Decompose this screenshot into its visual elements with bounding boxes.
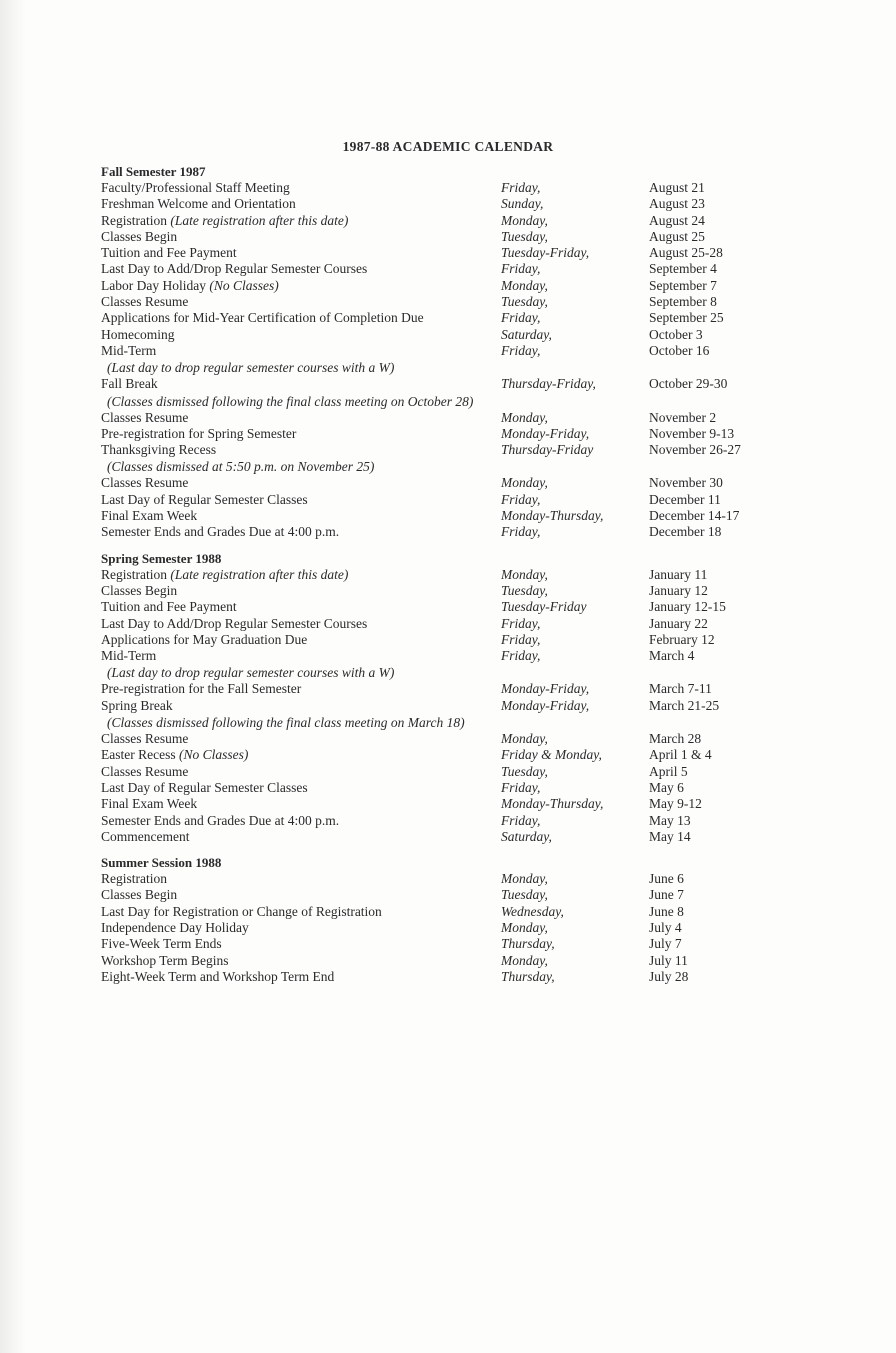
event-name: Classes Resume <box>101 294 189 310</box>
calendar-row <box>101 327 781 343</box>
calendar-row <box>101 583 781 599</box>
event-name: Classes Begin <box>101 228 178 244</box>
event-date: May 13 <box>649 812 691 828</box>
calendar-row <box>101 310 781 326</box>
calendar-row <box>101 681 781 697</box>
event-name: Last Day to Add/Drop Regular Semester Courses <box>101 615 368 631</box>
calendar-row <box>101 747 781 763</box>
event-name: Classes Resume <box>101 731 189 747</box>
event-day: Wednesday, <box>501 903 564 919</box>
event-day: Friday, <box>501 648 541 664</box>
event-name: Commencement <box>101 828 190 844</box>
event-day: Monday, <box>501 409 548 425</box>
event-day: Monday-Thursday, <box>501 796 604 812</box>
event-day: Friday, <box>501 180 541 195</box>
note-text: (Last day to drop regular semester courses with a W) <box>107 665 395 681</box>
event-date: August 21 <box>649 180 705 195</box>
event-date: January 12 <box>649 582 708 598</box>
academic-calendar <box>101 163 781 994</box>
calendar-row <box>101 492 781 508</box>
event-name: Fall Break <box>101 376 158 392</box>
calendar-row <box>101 524 781 540</box>
event-note: (Late registration after this date) <box>170 212 349 228</box>
calendar-row <box>101 904 781 920</box>
calendar-row <box>101 969 781 985</box>
calendar-row <box>101 229 781 245</box>
event-note: (No Classes) <box>178 747 249 763</box>
calendar-note-row <box>101 664 781 681</box>
event-day: Monday, <box>501 212 548 228</box>
event-day: Tuesday, <box>501 228 548 244</box>
event-name: Last Day to Add/Drop Regular Semester Courses <box>101 261 368 277</box>
event-name: Thanksgiving Recess <box>101 442 217 458</box>
event-day: Monday-Thursday, <box>501 508 604 524</box>
note-text: (Classes dismissed at 5:50 p.m. on November 25) <box>107 459 375 475</box>
event-name: Last Day for Registration or Change of Registration <box>101 903 382 919</box>
event-date: September 8 <box>649 294 717 310</box>
event-date: April 1 & 4 <box>649 747 712 763</box>
event-name: Easter Recess (No Classes) <box>101 747 249 763</box>
calendar-row <box>101 213 781 229</box>
calendar-row <box>101 920 781 936</box>
event-day: Monday, <box>501 919 548 935</box>
event-date: August 23 <box>649 196 705 212</box>
event-day: Friday, <box>501 812 541 828</box>
event-day: Saturday, <box>501 326 552 342</box>
event-name: Workshop Term Begins <box>101 952 229 968</box>
section-title: Fall Semester 1987 <box>101 164 206 179</box>
event-name: Registration (Late registration after this date) <box>101 212 349 228</box>
calendar-row <box>101 245 781 261</box>
event-day: Monday, <box>501 475 548 491</box>
calendar-row <box>101 278 781 294</box>
event-date: May 14 <box>649 828 691 844</box>
event-date: July 4 <box>649 919 682 935</box>
event-name: Semester Ends and Grades Due at 4:00 p.m. <box>101 812 340 828</box>
note-text: (Last day to drop regular semester courses with a W) <box>107 360 395 376</box>
event-day: Thursday-Friday <box>501 442 594 458</box>
event-date: December 18 <box>649 524 722 540</box>
event-date: June 8 <box>649 903 684 919</box>
calendar-row <box>101 376 781 392</box>
event-day: Sunday, <box>501 196 544 212</box>
event-name: Classes Resume <box>101 763 189 779</box>
event-day: Monday-Friday, <box>501 681 590 697</box>
event-note: (No Classes) <box>209 277 279 293</box>
calendar-row <box>101 698 781 714</box>
calendar-row <box>101 731 781 747</box>
calendar-row <box>101 632 781 648</box>
calendar-row <box>101 599 781 615</box>
calendar-row <box>101 780 781 796</box>
event-name: Applications for May Graduation Due <box>101 631 308 647</box>
fall-semester-section <box>101 163 781 541</box>
event-name: Labor Day Holiday (No Classes) <box>101 277 279 293</box>
event-date: August 25 <box>649 228 705 244</box>
event-day: Friday, <box>501 631 541 647</box>
calendar-row <box>101 196 781 212</box>
event-day: Tuesday, <box>501 887 548 903</box>
event-day: Thursday-Friday, <box>501 376 596 392</box>
event-name: Classes Begin <box>101 582 178 598</box>
calendar-note-row <box>101 359 781 376</box>
event-day: Tuesday-Friday <box>501 599 587 615</box>
event-date: August 25-28 <box>649 245 723 261</box>
event-date: October 29-30 <box>649 376 728 392</box>
event-name: Five-Week Term Ends <box>101 936 222 952</box>
calendar-row <box>101 261 781 277</box>
event-name: Freshman Welcome and Orientation <box>101 196 296 212</box>
calendar-row <box>101 475 781 491</box>
event-date: December 14-17 <box>649 508 740 524</box>
event-date: September 7 <box>649 277 717 293</box>
event-date: April 5 <box>649 763 688 779</box>
event-date: March 7-11 <box>649 681 712 697</box>
event-name: Mid-Term <box>101 342 157 358</box>
calendar-note-row <box>101 458 781 475</box>
event-date: July 28 <box>649 968 689 984</box>
event-name: Homecoming <box>101 326 175 342</box>
event-name: Pre-registration for the Fall Semester <box>101 681 302 697</box>
event-day: Monday-Friday, <box>501 425 590 441</box>
note-text: (Classes dismissed following the final class meeting on March 18) <box>107 715 465 731</box>
calendar-row <box>101 616 781 632</box>
calendar-row <box>101 936 781 952</box>
event-name: Registration <box>101 871 167 887</box>
calendar-row <box>101 180 781 196</box>
event-name: Pre-registration for Spring Semester <box>101 425 297 441</box>
event-name: Semester Ends and Grades Due at 4:00 p.m. <box>101 524 340 540</box>
event-date: August 24 <box>649 212 705 228</box>
spring-semester-section <box>101 550 781 845</box>
calendar-row <box>101 567 781 583</box>
event-day: Friday, <box>501 615 541 631</box>
event-day: Friday, <box>501 261 541 277</box>
calendar-row <box>101 508 781 524</box>
event-name: Spring Break <box>101 697 173 713</box>
event-day: Monday, <box>501 952 548 968</box>
summer-semester-section <box>101 854 781 985</box>
event-name: Classes Begin <box>101 887 178 903</box>
event-name: Last Day of Regular Semester Classes <box>101 491 308 507</box>
event-date: March 28 <box>649 731 702 747</box>
event-date: November 9-13 <box>649 425 735 441</box>
event-date: November 2 <box>649 409 717 425</box>
event-date: March 4 <box>649 648 695 664</box>
event-date: September 25 <box>649 310 724 326</box>
event-name: Registration (Late registration after this date) <box>101 566 349 582</box>
section-title: Summer Session 1988 <box>101 855 222 871</box>
event-date: November 30 <box>649 475 723 491</box>
event-name: Final Exam Week <box>101 796 198 812</box>
event-day: Friday & Monday, <box>501 747 602 763</box>
event-name: Eight-Week Term and Workshop Term End <box>101 968 335 984</box>
event-day: Monday, <box>501 731 548 747</box>
event-note: (Late registration after this date) <box>170 566 349 582</box>
event-day: Thursday, <box>501 936 555 952</box>
calendar-note-row <box>101 714 781 731</box>
calendar-row <box>101 829 781 845</box>
calendar-row <box>101 343 781 359</box>
calendar-row <box>101 764 781 780</box>
event-name: Final Exam Week <box>101 508 198 524</box>
calendar-row <box>101 887 781 903</box>
event-day: Friday, <box>501 524 541 540</box>
event-date: November 26-27 <box>649 442 741 458</box>
event-date: January 11 <box>649 566 708 582</box>
calendar-row <box>101 813 781 829</box>
event-date: January 22 <box>649 615 708 631</box>
event-date: May 9-12 <box>649 796 702 812</box>
event-date: June 7 <box>649 887 684 903</box>
calendar-row <box>101 442 781 458</box>
event-name: Tuition and Fee Payment <box>101 599 237 615</box>
event-name: Independence Day Holiday <box>101 919 249 935</box>
page-title: 1987-88 ACADEMIC CALENDAR <box>342 139 554 154</box>
event-name: Last Day of Regular Semester Classes <box>101 779 308 795</box>
calendar-note-row <box>101 393 781 410</box>
event-date: May 6 <box>649 779 684 795</box>
event-day: Tuesday, <box>501 294 548 310</box>
event-name: Classes Resume <box>101 475 189 491</box>
event-date: June 6 <box>649 871 684 887</box>
event-day: Monday-Friday, <box>501 697 590 713</box>
page-edge-shadow <box>0 0 26 1353</box>
section-title: Spring Semester 1988 <box>101 550 222 566</box>
calendar-row <box>101 426 781 442</box>
event-date: October 16 <box>649 342 710 358</box>
event-day: Friday, <box>501 342 541 358</box>
calendar-row <box>101 294 781 310</box>
event-date: December 11 <box>649 491 721 507</box>
event-day: Monday, <box>501 871 548 887</box>
calendar-row <box>101 796 781 812</box>
event-day: Friday, <box>501 491 541 507</box>
event-date: October 3 <box>649 326 703 342</box>
event-date: July 11 <box>649 952 688 968</box>
event-day: Saturday, <box>501 828 552 844</box>
calendar-row <box>101 648 781 664</box>
event-day: Monday, <box>501 566 548 582</box>
event-day: Monday, <box>501 277 548 293</box>
event-day: Tuesday-Friday, <box>501 245 590 261</box>
event-name: Applications for Mid-Year Certification of Completion Due <box>101 310 424 326</box>
event-day: Tuesday, <box>501 582 548 598</box>
event-name: Mid-Term <box>101 648 157 664</box>
event-name: Tuition and Fee Payment <box>101 245 237 261</box>
calendar-row <box>101 410 781 426</box>
event-day: Tuesday, <box>501 763 548 779</box>
event-day: Friday, <box>501 310 541 326</box>
event-day: Friday, <box>501 779 541 795</box>
event-date: March 21-25 <box>649 697 720 713</box>
event-date: September 4 <box>649 261 717 277</box>
event-date: January 12-15 <box>649 599 726 615</box>
note-text: (Classes dismissed following the final class meeting on October 28) <box>107 393 474 409</box>
event-name: Classes Resume <box>101 409 189 425</box>
calendar-row <box>101 871 781 887</box>
event-day: Thursday, <box>501 968 555 984</box>
calendar-row <box>101 953 781 969</box>
event-date: February 12 <box>649 631 715 647</box>
event-name: Faculty/Professional Staff Meeting <box>101 180 290 195</box>
event-date: July 7 <box>649 936 682 952</box>
